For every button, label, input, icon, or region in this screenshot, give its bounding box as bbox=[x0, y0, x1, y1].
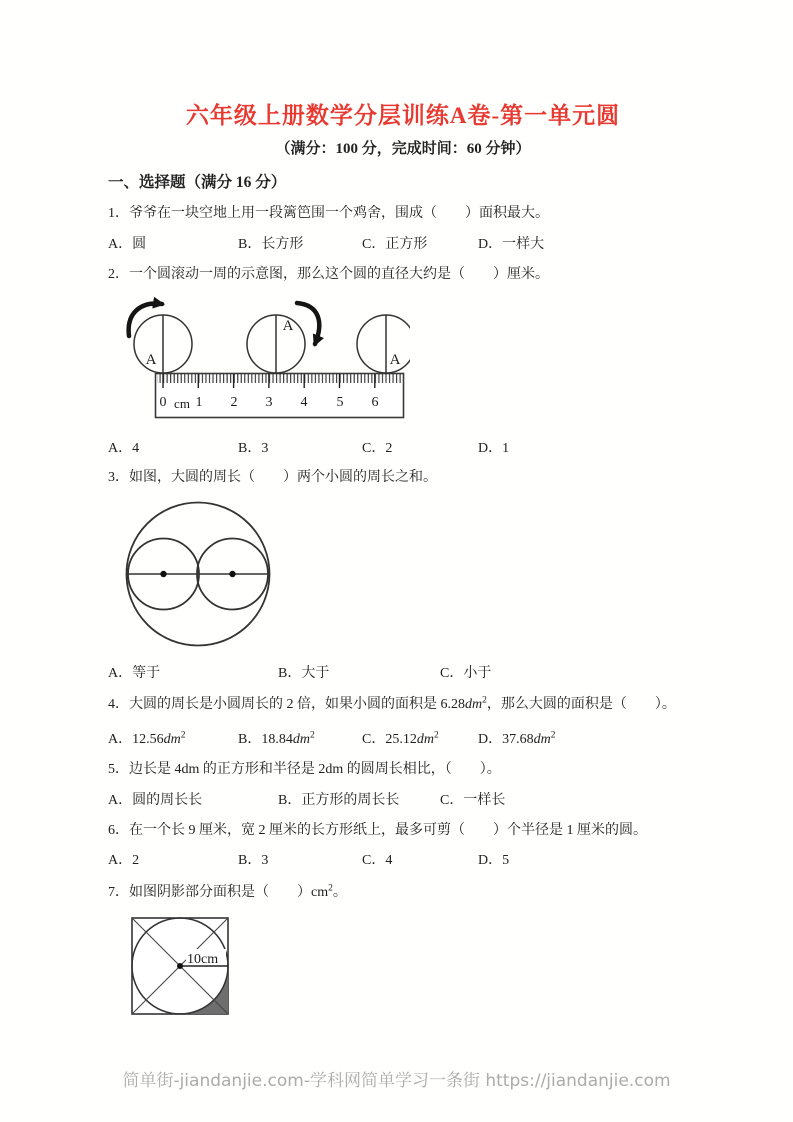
option-label: B． bbox=[238, 237, 262, 252]
question-6-text: 在一个长 9 厘米，宽 2 厘米的长方形纸上，最多可剪（ ）个半径是 1 厘米的圆。 bbox=[129, 823, 647, 838]
ruler-number-6: 6 bbox=[371, 395, 379, 410]
question-6-number: 6． bbox=[108, 823, 129, 838]
option-label: B． bbox=[278, 666, 302, 681]
q5-option-a bbox=[108, 792, 278, 810]
option-text: 3 bbox=[261, 853, 269, 868]
ruler-number-0: 0 bbox=[159, 395, 167, 410]
option-text: 一样长 bbox=[463, 793, 506, 808]
question-1 bbox=[108, 205, 698, 223]
option-label: D． bbox=[478, 441, 503, 456]
ruler-number-1: 1 bbox=[195, 395, 203, 410]
question-2-number: 2． bbox=[108, 267, 129, 282]
point-a-label-3: A bbox=[389, 352, 401, 368]
option-unit: dm bbox=[292, 732, 310, 747]
option-unit: dm bbox=[533, 732, 551, 747]
q4-option-c bbox=[362, 730, 478, 750]
q2-option-c bbox=[362, 440, 478, 458]
question-6-options bbox=[108, 852, 698, 870]
option-label: D． bbox=[478, 732, 503, 747]
q6-option-c bbox=[362, 852, 478, 870]
option-superscript: 2 bbox=[180, 730, 186, 741]
q1-option-b bbox=[238, 236, 362, 254]
option-label: B． bbox=[238, 732, 262, 747]
option-label: C． bbox=[362, 732, 386, 747]
inline-unit: cm bbox=[311, 885, 329, 900]
shaded-square-diagram bbox=[130, 916, 230, 1016]
q2-option-a bbox=[108, 440, 238, 458]
option-label: D． bbox=[478, 237, 503, 252]
question-4-number: 4． bbox=[108, 697, 129, 712]
point-a-label-1: A bbox=[145, 352, 157, 368]
q1-option-c bbox=[362, 236, 478, 254]
question-5 bbox=[108, 761, 698, 779]
option-label: C． bbox=[362, 853, 386, 868]
option-text: 等于 bbox=[132, 666, 161, 681]
q3-option-b bbox=[278, 665, 440, 683]
question-5-text: 边长是 4dm 的正方形和半径是 2dm 的圆周长相比，（ ）。 bbox=[129, 762, 501, 777]
question-3-number: 3． bbox=[108, 470, 129, 485]
center-dot-right bbox=[229, 571, 235, 577]
inline-superscript: 2 bbox=[482, 695, 487, 706]
option-label: B． bbox=[238, 441, 262, 456]
option-label: A． bbox=[108, 793, 133, 808]
rotation-arrow-icon bbox=[297, 303, 319, 344]
question-2-options bbox=[108, 440, 698, 458]
point-a-label-2: A bbox=[282, 318, 294, 334]
option-value: 18.84 bbox=[261, 732, 293, 747]
question-5-options bbox=[108, 792, 698, 810]
ruler-minor-ticks bbox=[157, 374, 402, 383]
question-4 bbox=[108, 695, 698, 715]
option-label: C． bbox=[440, 666, 464, 681]
inline-superscript: 2 bbox=[328, 883, 333, 894]
option-text: 圆 bbox=[132, 237, 147, 252]
q1-option-a bbox=[108, 236, 238, 254]
q5-option-b bbox=[278, 792, 440, 810]
ruler-number-3: 3 bbox=[265, 395, 273, 410]
option-text: 大于 bbox=[301, 666, 330, 681]
question-3-options bbox=[108, 665, 698, 683]
option-label: A． bbox=[108, 441, 133, 456]
option-text: 圆的周长长 bbox=[132, 793, 203, 808]
option-text: 长方形 bbox=[261, 237, 304, 252]
option-label: D． bbox=[478, 853, 503, 868]
q1-option-d bbox=[478, 236, 544, 254]
option-text: 5 bbox=[502, 853, 510, 868]
option-unit: dm bbox=[163, 732, 181, 747]
option-text: 正方形 bbox=[385, 237, 428, 252]
option-unit: dm bbox=[416, 732, 434, 747]
option-text: 小于 bbox=[463, 666, 492, 681]
question-4-text-post: ，那么大圆的面积是（ ）。 bbox=[486, 697, 676, 712]
q2-option-d bbox=[478, 440, 509, 458]
option-label: A． bbox=[108, 732, 133, 747]
q4-option-b bbox=[238, 730, 362, 750]
question-4-options bbox=[108, 730, 698, 750]
option-label: C． bbox=[362, 441, 386, 456]
option-superscript: 2 bbox=[309, 730, 315, 741]
question-6 bbox=[108, 822, 698, 840]
option-value: 37.68 bbox=[502, 732, 534, 747]
inline-unit: dm bbox=[465, 697, 483, 712]
question-7 bbox=[108, 883, 698, 903]
option-label: B． bbox=[238, 853, 262, 868]
question-3-text: 如图，大圆的周长（ ）两个小圆的周长之和。 bbox=[129, 470, 437, 485]
question-4-text-pre: 大圆的周长是小圆周长的 2 倍，如果小圆的面积是 bbox=[129, 697, 441, 712]
rolling-circle-position-3 bbox=[357, 315, 410, 373]
option-label: A． bbox=[108, 853, 133, 868]
ruler-unit-label: cm bbox=[174, 396, 190, 411]
rotation-arrow-icon bbox=[129, 304, 162, 336]
option-value: 12.56 bbox=[132, 732, 164, 747]
center-dot bbox=[177, 963, 183, 969]
option-text: 一样大 bbox=[502, 237, 545, 252]
ruler-number-5: 5 bbox=[336, 395, 344, 410]
q3-option-a bbox=[108, 665, 278, 683]
big-small-circles-diagram bbox=[123, 498, 273, 650]
watermark-footer: 简单街-jiandanjie.com-学科网简单学习一条街 https://jiandanjie.com bbox=[122, 1071, 671, 1091]
question-7-text-pre: 如图阴影部分面积是（ ） bbox=[129, 885, 311, 900]
option-label: C． bbox=[440, 793, 464, 808]
option-text: 1 bbox=[502, 441, 510, 456]
option-text: 正方形的周长长 bbox=[301, 793, 400, 808]
question-5-number: 5． bbox=[108, 762, 129, 777]
q5-option-c bbox=[440, 792, 505, 810]
option-superscript: 2 bbox=[433, 730, 439, 741]
option-text: 2 bbox=[132, 853, 140, 868]
option-label: A． bbox=[108, 666, 133, 681]
option-value: 25.12 bbox=[385, 732, 417, 747]
option-text: 4 bbox=[385, 853, 393, 868]
q6-option-b bbox=[238, 852, 362, 870]
question-7-text-post: 。 bbox=[332, 885, 347, 900]
q3-option-c bbox=[440, 665, 491, 683]
q6-option-a bbox=[108, 852, 238, 870]
q6-option-d bbox=[478, 852, 509, 870]
radius-label: 10cm bbox=[187, 952, 219, 967]
option-text: 2 bbox=[385, 441, 393, 456]
option-label: C． bbox=[362, 237, 386, 252]
rolling-circle-diagram bbox=[118, 294, 410, 428]
question-1-number: 1． bbox=[108, 206, 129, 221]
option-label: A． bbox=[108, 237, 133, 252]
question-1-text: 爷爷在一块空地上用一段篱笆围一个鸡舍，围成（ ）面积最大。 bbox=[129, 206, 549, 221]
paper-title: 六年级上册数学分层训练A卷-第一单元圆 bbox=[185, 103, 621, 128]
question-7-number: 7． bbox=[108, 885, 129, 900]
option-label: B． bbox=[278, 793, 302, 808]
option-superscript: 2 bbox=[550, 730, 556, 741]
section-heading: 一、选择题（满分 16 分） bbox=[108, 174, 287, 191]
q2-option-b bbox=[238, 440, 362, 458]
inline-value: 6.28 bbox=[440, 697, 465, 712]
ruler-number-2: 2 bbox=[230, 395, 238, 410]
option-text: 3 bbox=[261, 441, 269, 456]
option-text: 4 bbox=[132, 441, 140, 456]
question-2 bbox=[108, 266, 698, 284]
ruler-number-4: 4 bbox=[300, 395, 308, 410]
center-dot-left bbox=[160, 571, 166, 577]
paper-subtitle: （满分：100 分，完成时间：60 分钟） bbox=[275, 141, 531, 157]
question-2-text: 一个圆滚动一周的示意图，那么这个圆的直径大约是（ ）厘米。 bbox=[129, 267, 549, 282]
question-3 bbox=[108, 469, 698, 487]
q4-option-d bbox=[478, 730, 556, 750]
question-1-options bbox=[108, 236, 698, 254]
q4-option-a bbox=[108, 730, 238, 750]
